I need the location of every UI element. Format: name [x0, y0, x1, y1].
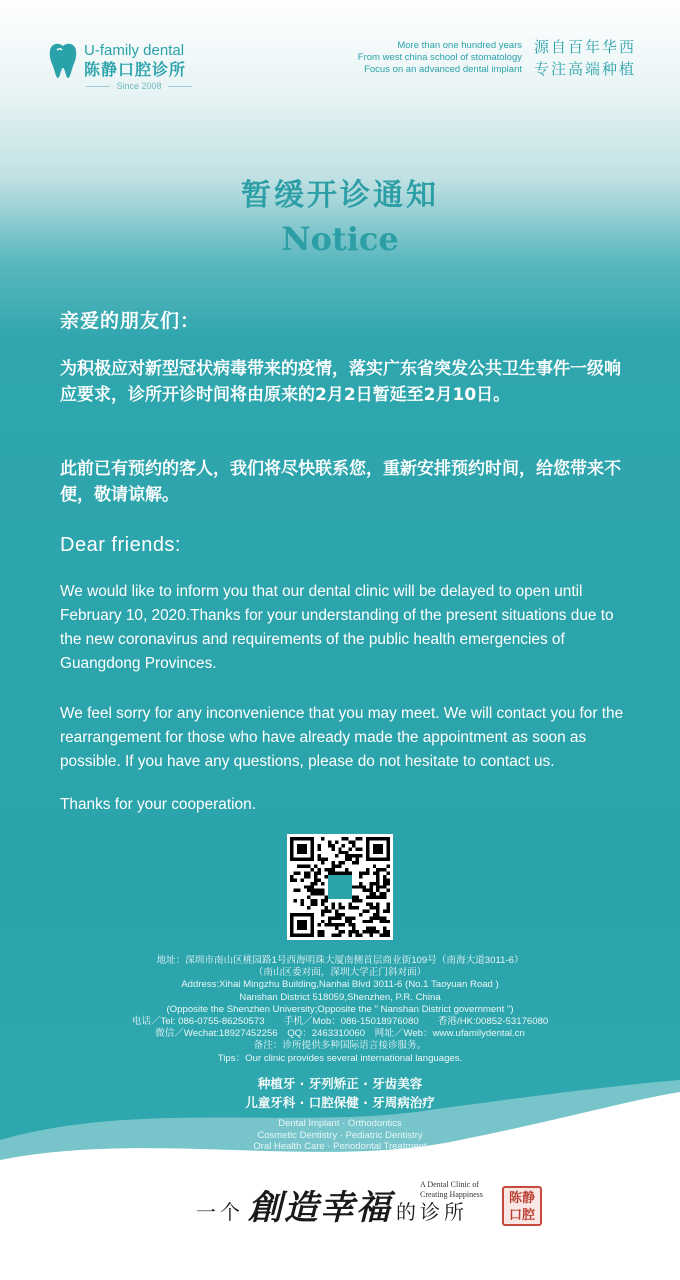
tips-line: Tips：Our clinic provides several international languages.: [217, 1052, 463, 1064]
footer-en: [420, 1180, 483, 1200]
seal-stamp: [502, 1186, 542, 1226]
footer-post: 的诊所: [396, 1200, 468, 1224]
notice-title-cn: 暂缓开诊通知: [241, 178, 439, 213]
services-en-line: Cosmetic Dentistry · Pediatric Dentistry: [257, 1129, 423, 1141]
greeting-cn: 亲爱的朋友们：: [60, 310, 201, 332]
since-label: [86, 81, 192, 91]
qr-code: [287, 834, 393, 940]
contact-line: 微信／Wechat:18927452256 QQ：2463310060 网址／Web：www.ufamilydental.cn: [155, 1028, 525, 1040]
slogan-cn: [534, 36, 636, 80]
footer-calligraphy: 創造幸福: [248, 1188, 392, 1228]
paragraph-en-1: We would like to inform you that our dental clinic will be delayed to open until February 10, 2020.Thanks for your understanding of the present situations due to the new coronavirus and requirements of the public health emergencies of Guangdong Provinces.: [60, 583, 614, 672]
slogan-cn-line: 专注高端种植: [533, 60, 636, 78]
address-line: (Opposite the Shenzhen University;Opposite the " Nanshan District government "): [166, 1003, 514, 1015]
tooth-icon: [48, 42, 78, 80]
services-cn: [0, 1074, 680, 1112]
paragraph-cn-1: 为积极应对新型冠状病毒带来的疫情，落实广东省突发公共卫生事件一级响应要求，诊所开诊时间将由原来的2月2日暂延至2月10日。: [60, 359, 621, 405]
address-line: 地址：深圳市南山区桃园路1号西海明珠大厦南侧首层商业街109号（南海大道3011-6）: [156, 955, 524, 966]
footer-pre: 一个: [196, 1200, 244, 1224]
services-en-line: Dental Implant · Orthodontics: [278, 1118, 402, 1129]
footer-en-line: A Dental Clinic of: [420, 1180, 479, 1189]
logo-cn: 陈静口腔诊所: [84, 60, 187, 79]
seal-text: 陈静口腔: [508, 1191, 535, 1223]
qr-code-icon: [290, 837, 390, 937]
slogan-cn-line: 源自百年华西: [533, 38, 636, 56]
notice-title-en: Notice: [281, 220, 399, 258]
services-cn-line: 种植牙 · 牙列矫正 · 牙齿美容: [257, 1076, 423, 1091]
services-en: [0, 1118, 680, 1153]
slogan-en: [358, 40, 522, 76]
greeting-en: Dear friends:: [60, 534, 181, 556]
address-line: Address:Xihai Mingzhu Building,Nanhai Blvd 3011-6 (No.1 Taoyuan Road ): [181, 979, 499, 991]
paragraph-en-2: We feel sorry for any inconvenience that you may meet. We will contact you for the rearrangement for those who have already made the appointment as soon as possible. If you have any questions, please do not hesitate to contact us.: [60, 705, 624, 770]
logo-en: U-family dental: [84, 42, 185, 59]
address-line: （南山区委对面，深圳大学正门斜对面）: [253, 967, 427, 979]
services-en-line: Oral Health Care · Periodontal Treatment: [253, 1141, 427, 1152]
paragraph-en-3: Thanks for your cooperation.: [60, 796, 256, 813]
address-block: [60, 955, 620, 1065]
address-line: Nanshan District 518059,Shenzhen, P.R. China: [239, 991, 441, 1003]
paragraph-cn-2: 此前已有预约的客人，我们将尽快联系您，重新安排预约时间，给您带来不便，敬请谅解。: [60, 459, 621, 505]
tips-line: 备注：诊所提供多种国际语言接诊服务。: [253, 1040, 427, 1052]
clinic-logo: [48, 42, 186, 80]
slogan-en-line: Focus on an advanced dental implant: [364, 64, 522, 75]
services-cn-line: 儿童牙科 · 口腔保健 · 牙周病治疗: [245, 1095, 435, 1110]
slogan-en-line: More than one hundred years: [397, 40, 522, 51]
slogan-en-line: From west china school of stomatology: [357, 52, 522, 63]
footer-en-line: Creating Happiness: [420, 1190, 483, 1199]
since-text: Since 2008: [116, 81, 162, 91]
contact-line: 电话／Tel: 086-0755-86250573 手机／Mob：086-15018976080 香港/HK:00852-53176080: [131, 1016, 549, 1028]
